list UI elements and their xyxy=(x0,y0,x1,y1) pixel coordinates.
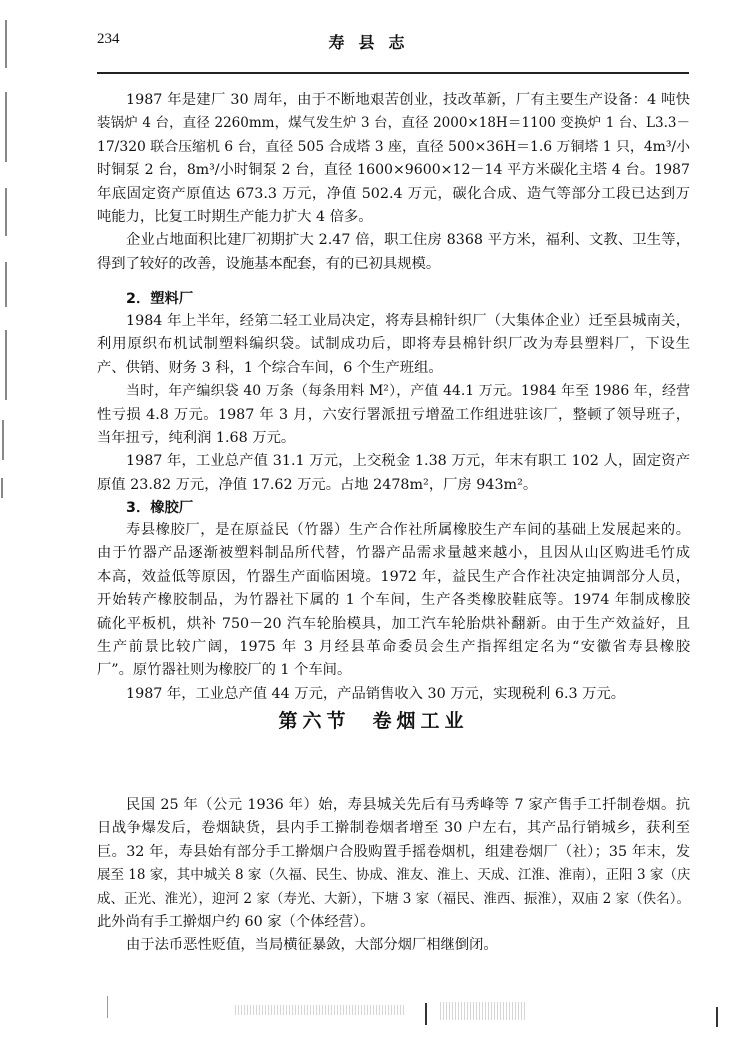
text-line: 利用原织布机试制塑料编织袋。试制成功后，即将寿县棉针织厂改为寿县塑料厂，下设生 xyxy=(97,336,690,353)
text-line: 1984 年上半年，经第二轻工业局决定，将寿县棉针织厂（大集体企业）迁至县城南关， xyxy=(126,313,690,329)
text-line: 开始转产橡胶制品，为竹器社下属的 1 个车间，生产各类橡胶鞋底等。1974 年制成橡胶 xyxy=(97,592,690,609)
binding-line xyxy=(5,188,7,236)
text-line: 日战争爆发后，卷烟缺货，县内手工擀制卷烟者增至 30 户左右，其产品行销城乡，获利至 xyxy=(97,820,690,837)
section-number: 第六节 xyxy=(278,710,351,732)
text-line: 1987 年，工业总产值 31.1 万元，上交税金 1.38 万元，年末有职工 102 人，固定资产 xyxy=(126,453,690,470)
text-line: 由于竹器产品逐渐被塑料制品所代替，竹器产品需求量越来越小，且因从山区购进毛竹成 xyxy=(97,545,690,562)
subsection-heading: 3．橡胶厂 xyxy=(126,500,194,516)
text-line: 装锅炉 4 台，直径 2260mm，煤气发生炉 3 台，直径 2000×18H＝1100 变换炉 1 台、L3.3－ xyxy=(97,115,690,132)
text-line: 当年扭亏，纯利润 1.68 万元。 xyxy=(97,430,296,446)
page-number: 234 xyxy=(97,31,120,47)
text-line: 产、供销、财务 3 科，1 个综合车间，6 个生产班组。 xyxy=(97,359,443,376)
scan-mark xyxy=(716,1007,718,1027)
text-line: 吨能力，比复工时期生产能力扩大 4 倍多。 xyxy=(97,209,373,225)
text-line: 生产前景比较广阔，1975 年 3 月经县革命委员会生产指挥组定名为“安徽省寿县橡胶 xyxy=(97,639,690,655)
scan-mark xyxy=(107,996,108,1018)
binding-line xyxy=(5,330,7,400)
scan-noise xyxy=(235,1005,405,1015)
text-line: 民国 25 年（公元 1936 年）始，寿县城关先后有马秀峰等 7 家产售手工扦制卷烟。抗 xyxy=(126,797,690,813)
binding-line xyxy=(1,478,3,498)
text-line: 成、正光、淮光），迎河 2 家（寿光、大新），下塘 3 家（福民、淮西、振淮），双庙 2 家（佚名）。 xyxy=(97,890,690,907)
section-title xyxy=(0,706,747,733)
text-line: 当时，年产编织袋 40 万条（每条用料 M²），产值 44.1 万元。1984 年至 1986 年，经营 xyxy=(126,383,690,400)
scan-noise xyxy=(440,1002,525,1020)
text-line: 性亏损 4.8 万元。1987 年 3 月，六安行署派扭亏增盈工作组进驻该厂，整顿了领导班子， xyxy=(97,406,690,423)
text-line: 原值 23.82 万元，净值 17.62 万元。占地 2478m²，厂房 943m²。 xyxy=(97,476,538,493)
scan-mark xyxy=(425,1003,427,1025)
text-line: 17/320 联合压缩机 6 台，直径 505 合成塔 3 座，直径 500×36H＝1.6 万铜塔 1 只，4m³/小 xyxy=(97,138,690,155)
text-line: 厂”。原竹器社则为橡胶厂的 1 个车间。 xyxy=(97,662,352,679)
text-line: 此外尚有手工擀烟户约 60 家（个体经营）。 xyxy=(97,914,375,930)
running-title: 寿县志 xyxy=(328,33,419,52)
text-line: 本高，效益低等原因，竹器生产面临困境。1972 年，益民生产合作社决定抽调部分人员， xyxy=(97,568,690,585)
text-line: 巨。32 年，寿县始有部分手工擀烟户合股购置手摇卷烟机，组建卷烟厂（社）；35 年末，发 xyxy=(97,843,690,860)
subsection-heading: 2．塑料厂 xyxy=(126,291,194,307)
text-line: 企业占地面积比建厂初期扩大 2.47 倍，职工住房 8368 平方米，福利、文教、卫生等， xyxy=(126,232,690,249)
text-line: 1987 年是建厂 30 周年，由于不断地艰苦创业，技改革新，厂有主要生产设备：4 吨快 xyxy=(126,92,690,108)
section-name: 卷烟工业 xyxy=(372,710,469,732)
text-line: 时铜泵 2 台，8m³/小时铜泵 2 台，直径 1600×9600×12－14 平方米碳化主塔 4 台。1987 xyxy=(97,162,690,179)
text-line: 1987 年，工业总产值 44 万元，产品销售收入 30 万元，实现税利 6.3 万元。 xyxy=(126,685,626,702)
text-line: 由于法币恶性贬值，当局横征暴敛，大部分烟厂相继倒闭。 xyxy=(126,937,498,954)
text-line: 硫化平板机，烘补 750－20 汽车轮胎模具，加工汽车轮胎烘补翻新。由于生产效益好，且 xyxy=(97,615,690,632)
text-line: 得到了较好的改善，设施基本配套，有的已初具规模。 xyxy=(97,255,441,272)
binding-line xyxy=(5,262,7,307)
header-rule xyxy=(97,72,689,74)
binding-line xyxy=(2,420,4,460)
text-line: 年底固定资产原值达 673.3 万元，净值 502.4 万元，碳化合成、造气等部分工段已达到万 xyxy=(97,185,690,202)
text-line: 展至 18 家，其中城关 8 家（久福、民生、协成、淮友、淮上、天成、江淮、淮南），正阳 3 家（庆 xyxy=(97,867,691,884)
text-line: 寿县橡胶厂，是在原益民（竹器）生产合作社所属橡胶生产车间的基础上发展起来的。 xyxy=(126,522,690,538)
binding-line xyxy=(5,92,7,162)
